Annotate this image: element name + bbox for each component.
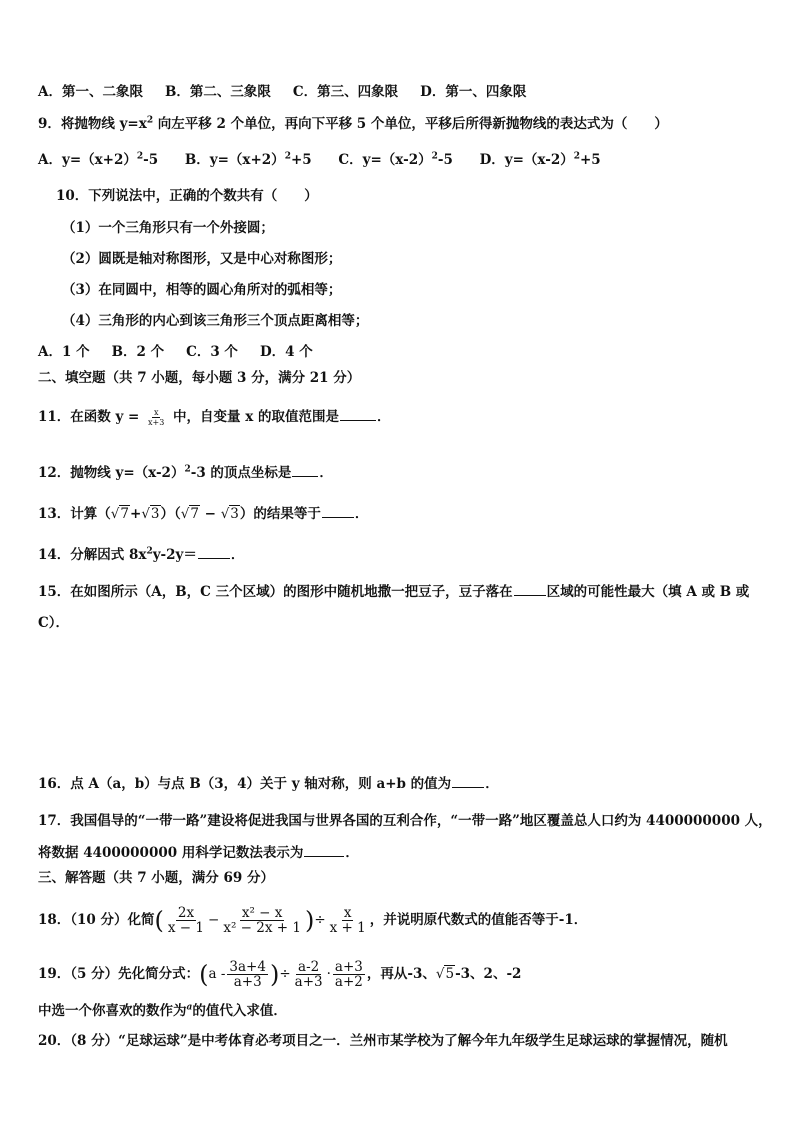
question-17-line-1: 17．我国倡导的“一带一路”建设将促进我国与世界各国的互利合作，“一带一路”地区覆盖总人口约为 4400000000 人， bbox=[38, 813, 772, 829]
question-19-line-2: 中选一个你喜欢的数作为$^a$的值代入求值． bbox=[38, 1002, 287, 1019]
q10-option-b: B．2 个 bbox=[111, 344, 165, 360]
section-3-title: 三、解答题（共 7 小题，满分 69 分） bbox=[38, 870, 274, 886]
q9-options bbox=[38, 151, 623, 169]
q8-options bbox=[38, 83, 548, 101]
sqrt-5: √5 bbox=[435, 966, 455, 982]
q19-fraction-2: $\frac{a-2}{a+3}$ bbox=[294, 959, 323, 990]
q10-statement-1: （1）一个三角形只有一个外接圆； bbox=[62, 220, 274, 236]
answer-blank[interactable] bbox=[292, 464, 318, 477]
q10-options bbox=[38, 343, 335, 361]
sqrt-3: √3 bbox=[220, 506, 239, 522]
sqrt-3: √3 bbox=[141, 506, 160, 522]
q10-statement-4: （4）三角形的内心到该三角形三个顶点距离相等； bbox=[62, 313, 369, 329]
question-17-line-2: 将数据 4400000000 用科学记数法表示为 ． bbox=[38, 845, 359, 861]
answer-blank[interactable] bbox=[198, 546, 230, 559]
answer-blank[interactable] bbox=[514, 583, 546, 596]
q9-option-b: B．$y=(x+2)^2+5$ bbox=[184, 151, 312, 168]
question-19: 19．（5 分）先化简分式：(a - $\frac{3a+4}{a+3}$ )÷ $\frac{a-2}{a+3}$ · $\frac{a+3}{a+2}$ ，再从-3、√5-3、2、-2 bbox=[38, 959, 522, 990]
q10-option-d: D．4 个 bbox=[259, 344, 313, 360]
q10-statement-3: （3）在同圆中，相等的圆心角所对的弧相等； bbox=[62, 282, 342, 298]
q8-option-d: D．第一、四象限 bbox=[420, 84, 527, 100]
q8-option-b: B．第二、三象限 bbox=[164, 84, 271, 100]
q18-fraction-2: $\frac{\text{x² − x}}{\text{x² − 2x + 1}}$ bbox=[223, 905, 301, 936]
question-13: 13．计算（√7+√3）（√7 − √3）的结果等于 ． bbox=[38, 506, 369, 522]
answer-blank[interactable] bbox=[452, 775, 484, 788]
q10-statement-2: （2）圆既是轴对称图形，又是中心对称图形； bbox=[62, 251, 342, 267]
answer-blank[interactable] bbox=[322, 505, 354, 518]
q10-option-c: C．3 个 bbox=[186, 344, 238, 360]
question-11: 11．在函数 y = $\frac{x}{x+3}$ 中，自变量 x 的取值范围是 ． bbox=[38, 408, 391, 427]
question-12: 12．抛物线 $y=(x-2)^2-3$ 的顶点坐标是 ． bbox=[38, 464, 333, 481]
answer-blank[interactable] bbox=[340, 408, 376, 421]
question-10-stem: 10．下列说法中，正确的个数共有（ ） bbox=[56, 188, 318, 204]
q11-fraction: $\frac{x}{x+3}$ bbox=[148, 408, 165, 427]
question-9-stem: 9．将抛物线 $y=x^2$ 向左平移 2 个单位，再向下平移 5 个单位，平移后所得新抛物线的表达式为（ ） bbox=[38, 115, 668, 132]
q9-option-c: C．$y=(x-2)^2-5$ bbox=[338, 151, 453, 168]
question-14: 14．分解因式 $8x^2y-2y=$ ． bbox=[38, 546, 245, 563]
q18-fraction-3: $\frac{x}{x + 1}$ bbox=[329, 905, 366, 936]
sqrt-7: √7 bbox=[180, 506, 199, 522]
q19-fraction-3: $\frac{a+3}{a+2}$ bbox=[334, 959, 363, 990]
q18-fraction-1: $\frac{2x}{x - 1}$ bbox=[167, 905, 205, 936]
question-15-line-1: 15．在如图所示（A，B，C 三个区域）的图形中随机地撒一把豆子，豆子落在 区域的可能性最大（填 A 或 B 或 bbox=[38, 584, 750, 600]
q10-option-a: A．1 个 bbox=[38, 344, 90, 360]
question-16: 16．点 A（a，b）与点 B（3，4）关于 y 轴对称，则 a+b 的值为 ． bbox=[38, 776, 499, 792]
q8-option-a: A．第一、二象限 bbox=[38, 84, 143, 100]
question-18: 18．（10 分）化简( $\frac{2x}{x - 1}$ − $\frac{\text{x² − x}}{\text{x² − 2x + 1}}$ )÷ $\frac{x}{x + 1}$ ，并说明原代数式的值能否等于-1． bbox=[38, 905, 588, 936]
sqrt-7: √7 bbox=[110, 506, 129, 522]
section-2-title: 二、填空题（共 7 小题，每小题 3 分，满分 21 分） bbox=[38, 370, 361, 386]
q19-fraction-1: $\frac{3a+4}{a+3}$ bbox=[229, 959, 266, 990]
q8-option-c: C．第三、四象限 bbox=[292, 84, 399, 100]
question-15-line-2: C）． bbox=[38, 615, 69, 631]
q9-option-d: D．$y=(x-2)^2+5$ bbox=[479, 151, 601, 168]
answer-blank[interactable] bbox=[304, 844, 344, 857]
q9-option-a: A．$y=(x+2)^2-5$ bbox=[38, 151, 159, 168]
question-20-line-1: 20．（8 分）“足球运球”是中考体育必考项目之一．兰州市某学校为了解今年九年级学生足球运球的掌握情况，随机 bbox=[38, 1033, 728, 1049]
